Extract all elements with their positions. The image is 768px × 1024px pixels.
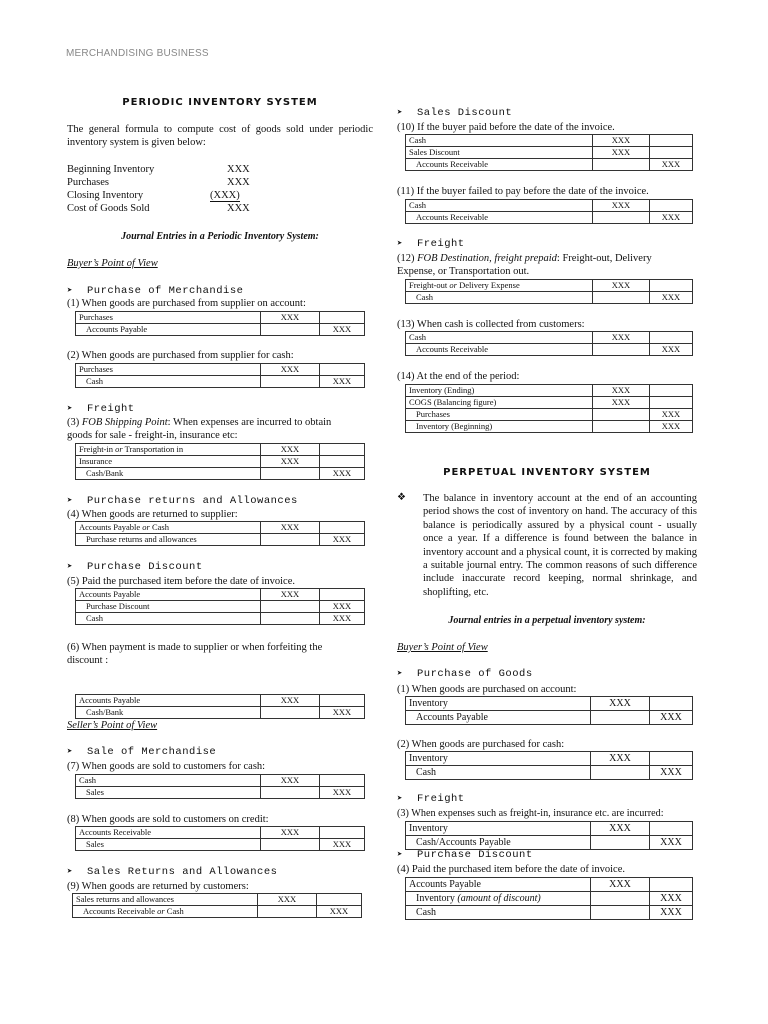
table-row <box>76 839 365 851</box>
formula-label-4: Cost of Goods Sold <box>67 203 150 214</box>
credit-cell <box>320 444 365 456</box>
table-row <box>406 906 693 920</box>
perpetual-table-1 <box>405 696 693 725</box>
account-cell: Purchase returns and allowances <box>76 534 261 546</box>
debit-cell: XXX <box>261 456 320 468</box>
debit-cell <box>261 376 320 388</box>
credit-cell <box>650 135 693 147</box>
table-row <box>76 775 365 787</box>
credit-cell <box>320 775 365 787</box>
account-cell: Cash/Accounts Payable <box>406 836 591 850</box>
debit-cell <box>261 613 320 625</box>
perpetual-table-2 <box>405 751 693 780</box>
arrow-bullet-icon: ➤ <box>67 496 73 506</box>
account-cell: Purchases <box>406 409 593 421</box>
account-cell: Cash <box>76 775 261 787</box>
account-cell: Sales <box>76 839 261 851</box>
credit-cell: XXX <box>320 601 365 613</box>
heading-purchase-returns: ➤ Purchase returns and Allowances <box>67 495 298 507</box>
perpetual-paragraph: The balance in inventory account at the end of an accounting period shows the cost of inventory on hand. The accuracy of this balance is periodically assured by a physical count - usually once a year. If a difference is found between the balance in inventory account and a physical count, it is corrected by making a suitable journal entry. The common reasons of such difference include inaccurate record keeping, normal shrinkage, and shoplifting, etc. <box>423 493 697 598</box>
credit-cell <box>320 522 365 534</box>
table-row <box>406 280 693 292</box>
credit-cell: XXX <box>650 906 693 920</box>
account-cell: Freight-out or Delivery Expense <box>406 280 593 292</box>
account-cell: Cash <box>406 766 591 780</box>
credit-cell <box>650 147 693 159</box>
credit-cell: XXX <box>650 892 693 906</box>
debit-cell <box>591 836 650 850</box>
table-row <box>73 906 362 918</box>
account-cell: Inventory (amount of discount) <box>406 892 591 906</box>
credit-cell: XXX <box>320 839 365 851</box>
arrow-bullet-icon: ➤ <box>67 404 73 414</box>
journal-table-6 <box>75 694 365 719</box>
formula-value-1: XXX <box>227 164 250 175</box>
table-row <box>406 212 693 224</box>
journal-table-3 <box>75 443 365 480</box>
credit-cell <box>650 280 693 292</box>
debit-cell: XXX <box>593 135 650 147</box>
journal-table-8 <box>75 826 365 851</box>
credit-cell <box>317 894 362 906</box>
account-cell: Accounts Receivable <box>406 344 593 356</box>
debit-cell <box>591 766 650 780</box>
table-row <box>406 159 693 171</box>
step-5-text: (5) Paid the purchased item before the date of invoice. <box>67 576 295 587</box>
journal-table-14 <box>405 384 693 433</box>
table-row <box>76 601 365 613</box>
account-cell: Purchases <box>76 364 261 376</box>
debit-cell <box>261 601 320 613</box>
table-row <box>406 200 693 212</box>
journal-table-10 <box>405 134 693 171</box>
journal-table-13 <box>405 331 693 356</box>
debit-cell <box>593 421 650 433</box>
account-cell: Accounts Receivable or Cash <box>73 906 258 918</box>
step-6-text: (6) When payment is made to supplier or when forfeiting the <box>67 642 323 653</box>
step-1-text: (1) When goods are purchased from supplier on account: <box>67 298 306 309</box>
table-row <box>76 376 365 388</box>
arrow-bullet-icon: ➤ <box>397 669 403 679</box>
table-row <box>76 534 365 546</box>
arrow-bullet-icon: ➤ <box>397 794 403 804</box>
debit-cell: XXX <box>261 827 320 839</box>
diamond-bullet-icon: ❖ <box>397 492 406 503</box>
debit-cell: XXX <box>591 752 650 766</box>
step-12-text: (12) FOB Destination, freight prepaid: Freight-out, Delivery <box>397 253 652 264</box>
heading-purchase-merchandise: ➤ Purchase of Merchandise <box>67 285 244 297</box>
table-row <box>76 468 365 480</box>
credit-cell: XXX <box>650 421 693 433</box>
debit-cell: XXX <box>591 697 650 711</box>
credit-cell: XXX <box>320 707 365 719</box>
debit-cell: XXX <box>593 397 650 409</box>
table-row <box>76 364 365 376</box>
credit-cell <box>320 827 365 839</box>
credit-cell: XXX <box>650 212 693 224</box>
journal-table-7 <box>75 774 365 799</box>
arrow-bullet-icon: ➤ <box>397 108 403 118</box>
table-row <box>406 409 693 421</box>
credit-cell <box>320 695 365 707</box>
heading-purchase-discount: ➤ Purchase Discount <box>67 561 203 573</box>
table-row <box>406 711 693 725</box>
credit-cell: XXX <box>320 376 365 388</box>
account-cell: Inventory (Beginning) <box>406 421 593 433</box>
table-row <box>73 894 362 906</box>
arrow-bullet-icon: ➤ <box>67 286 73 296</box>
arrow-bullet-icon: ➤ <box>67 562 73 572</box>
step-11-text: (11) If the buyer failed to pay before the date of the invoice. <box>397 186 649 197</box>
section-title-periodic: PERIODIC INVENTORY SYSTEM <box>122 97 318 108</box>
formula-value-2: XXX <box>227 177 250 188</box>
step-9-text: (9) When goods are returned by customers: <box>67 881 249 892</box>
step-3-text-line2: goods for sale - freight-in, insurance etc: <box>67 430 238 441</box>
journal-table-2 <box>75 363 365 388</box>
table-row <box>406 344 693 356</box>
table-row <box>76 589 365 601</box>
table-row <box>406 397 693 409</box>
credit-cell <box>650 385 693 397</box>
step-8-text: (8) When goods are sold to customers on credit: <box>67 814 269 825</box>
table-row <box>406 421 693 433</box>
journal-table-4 <box>75 521 365 546</box>
credit-cell <box>650 878 693 892</box>
formula-label-3: Closing Inventory <box>67 190 144 201</box>
step-10-text: (10) If the buyer paid before the date of the invoice. <box>397 122 615 133</box>
heading-purchase-goods: ➤ Purchase of Goods <box>397 668 533 680</box>
debit-cell <box>261 468 320 480</box>
table-row <box>76 324 365 336</box>
table-row <box>76 707 365 719</box>
credit-cell: XXX <box>650 836 693 850</box>
table-row <box>76 522 365 534</box>
table-row <box>406 822 693 836</box>
table-row <box>76 827 365 839</box>
credit-cell: XXX <box>650 766 693 780</box>
credit-cell: XXX <box>320 787 365 799</box>
account-cell: Cash/Bank <box>76 468 261 480</box>
debit-cell: XXX <box>593 280 650 292</box>
step-7-text: (7) When goods are sold to customers for cash: <box>67 761 266 772</box>
table-row <box>76 456 365 468</box>
account-cell: Cash <box>76 613 261 625</box>
account-cell: Cash <box>406 292 593 304</box>
account-cell: Inventory <box>406 822 591 836</box>
table-row <box>406 147 693 159</box>
table-row <box>406 836 693 850</box>
formula-label-2: Purchases <box>67 177 109 188</box>
account-cell: Cash <box>406 135 593 147</box>
account-cell: Sales Discount <box>406 147 593 159</box>
credit-cell <box>650 332 693 344</box>
table-row <box>406 697 693 711</box>
debit-cell <box>261 534 320 546</box>
account-cell: Accounts Payable <box>76 589 261 601</box>
account-cell: Inventory <box>406 697 591 711</box>
table-row <box>76 695 365 707</box>
table-row <box>406 332 693 344</box>
account-cell: Accounts Payable or Cash <box>76 522 261 534</box>
debit-cell <box>261 787 320 799</box>
table-row <box>406 385 693 397</box>
step-12-text-line2: Expense, or Transportation out. <box>397 266 530 277</box>
debit-cell: XXX <box>593 332 650 344</box>
credit-cell <box>650 397 693 409</box>
account-cell: Purchases <box>76 312 261 324</box>
account-cell: Cash/Bank <box>76 707 261 719</box>
credit-cell <box>320 589 365 601</box>
credit-cell: XXX <box>650 344 693 356</box>
credit-cell: XXX <box>650 292 693 304</box>
formula-label-1: Beginning Inventory <box>67 164 155 175</box>
debit-cell: XXX <box>593 200 650 212</box>
debit-cell <box>591 892 650 906</box>
account-cell: Purchase Discount <box>76 601 261 613</box>
perpetual-table-4 <box>405 877 693 920</box>
credit-cell: XXX <box>317 906 362 918</box>
debit-cell <box>261 839 320 851</box>
debit-cell <box>593 409 650 421</box>
table-row <box>406 766 693 780</box>
perpetual-step-4-text: (4) Paid the purchased item before the date of invoice. <box>397 864 625 875</box>
table-row <box>406 878 693 892</box>
debit-cell: XXX <box>261 695 320 707</box>
credit-cell: XXX <box>320 468 365 480</box>
table-row <box>76 312 365 324</box>
credit-cell <box>650 822 693 836</box>
account-cell: Cash <box>406 906 591 920</box>
perpetual-step-3-text: (3) When expenses such as freight-in, insurance etc. are incurred: <box>397 808 664 819</box>
credit-cell <box>320 364 365 376</box>
journal-table-11 <box>405 199 693 224</box>
debit-cell <box>593 344 650 356</box>
credit-cell <box>650 200 693 212</box>
arrow-bullet-icon: ➤ <box>397 239 403 249</box>
credit-cell <box>320 312 365 324</box>
credit-cell <box>320 456 365 468</box>
debit-cell <box>593 159 650 171</box>
step-4-text: (4) When goods are returned to supplier: <box>67 509 238 520</box>
debit-cell: XXX <box>261 589 320 601</box>
debit-cell <box>591 906 650 920</box>
table-row <box>76 444 365 456</box>
step-14-text: (14) At the end of the period: <box>397 371 520 382</box>
account-cell: Freight-in or Transportation in <box>76 444 261 456</box>
table-row <box>76 787 365 799</box>
journal-heading-periodic: Journal Entries in a Periodic Inventory System: <box>121 231 319 242</box>
account-cell: Insurance <box>76 456 261 468</box>
perpetual-step-2-text: (2) When goods are purchased for cash: <box>397 739 565 750</box>
debit-cell: XXX <box>261 444 320 456</box>
arrow-bullet-icon: ➤ <box>397 850 403 860</box>
arrow-bullet-icon: ➤ <box>67 747 73 757</box>
account-cell: Sales <box>76 787 261 799</box>
section-title-perpetual: PERPETUAL INVENTORY SYSTEM <box>443 467 651 478</box>
account-cell: Accounts Payable <box>406 711 591 725</box>
credit-cell: XXX <box>650 159 693 171</box>
table-row <box>76 613 365 625</box>
account-cell: Cash <box>76 376 261 388</box>
buyer-pov-heading: Buyer’s Point of View <box>67 258 158 269</box>
debit-cell: XXX <box>261 522 320 534</box>
seller-pov-heading: Seller’s Point of View <box>67 720 158 731</box>
formula-value-4: XXX <box>227 203 250 214</box>
debit-cell: XXX <box>261 364 320 376</box>
table-row <box>406 752 693 766</box>
credit-cell: XXX <box>320 613 365 625</box>
debit-cell <box>593 212 650 224</box>
perpetual-step-1-text: (1) When goods are purchased on account: <box>397 684 577 695</box>
table-row <box>406 892 693 906</box>
heading-freight-right: ➤ Freight <box>397 238 465 250</box>
journal-table-12 <box>405 279 693 304</box>
arrow-bullet-icon: ➤ <box>67 867 73 877</box>
heading-sales-discount: ➤ Sales Discount <box>397 107 513 119</box>
buyer-pov-heading-perpetual: Buyer’s Point of View <box>397 642 488 653</box>
step-2-text: (2) When goods are purchased from supplier for cash: <box>67 350 294 361</box>
heading-freight: ➤ Freight <box>67 403 135 415</box>
account-cell: Accounts Receivable <box>406 212 593 224</box>
credit-cell: XXX <box>320 324 365 336</box>
credit-cell <box>650 752 693 766</box>
debit-cell: XXX <box>591 878 650 892</box>
debit-cell <box>261 707 320 719</box>
heading-freight-perpetual: ➤ Freight <box>397 793 465 805</box>
account-cell: Accounts Payable <box>406 878 591 892</box>
account-cell: Accounts Payable <box>76 324 261 336</box>
account-cell: Cash <box>406 200 593 212</box>
journal-table-1 <box>75 311 365 336</box>
account-cell: COGS (Balancing figure) <box>406 397 593 409</box>
step-6-text-line2: discount : <box>67 655 109 666</box>
credit-cell: XXX <box>650 711 693 725</box>
debit-cell: XXX <box>593 385 650 397</box>
debit-cell <box>591 711 650 725</box>
account-cell: Inventory (Ending) <box>406 385 593 397</box>
debit-cell: XXX <box>258 894 317 906</box>
credit-cell <box>650 697 693 711</box>
formula-value-3: (XXX) <box>210 190 240 201</box>
table-row <box>406 292 693 304</box>
debit-cell <box>593 292 650 304</box>
perpetual-table-3 <box>405 821 693 850</box>
intro-text: The general formula to compute cost of goods sold under periodic inventory system is given below: <box>67 124 373 149</box>
heading-sales-returns: ➤ Sales Returns and Allowances <box>67 866 278 878</box>
credit-cell: XXX <box>320 534 365 546</box>
step-3-text: (3) FOB Shipping Point: When expenses are incurred to obtain <box>67 417 332 428</box>
heading-sale-merchandise: ➤ Sale of Merchandise <box>67 746 217 758</box>
running-header: MERCHANDISING BUSINESS <box>66 48 209 59</box>
debit-cell: XXX <box>261 312 320 324</box>
debit-cell <box>261 324 320 336</box>
debit-cell: XXX <box>591 822 650 836</box>
account-cell: Inventory <box>406 752 591 766</box>
step-13-text: (13) When cash is collected from customers: <box>397 319 585 330</box>
debit-cell: XXX <box>261 775 320 787</box>
heading-purchase-discount-perpetual: ➤ Purchase Discount <box>397 849 533 861</box>
debit-cell <box>258 906 317 918</box>
journal-table-9 <box>72 893 362 918</box>
account-cell: Accounts Receivable <box>406 159 593 171</box>
journal-heading-perpetual: Journal entries in a perpetual inventory system: <box>448 615 646 626</box>
account-cell: Accounts Payable <box>76 695 261 707</box>
account-cell: Accounts Receivable <box>76 827 261 839</box>
credit-cell: XXX <box>650 409 693 421</box>
account-cell: Cash <box>406 332 593 344</box>
account-cell: Sales returns and allowances <box>73 894 258 906</box>
debit-cell: XXX <box>593 147 650 159</box>
table-row <box>406 135 693 147</box>
journal-table-5 <box>75 588 365 625</box>
